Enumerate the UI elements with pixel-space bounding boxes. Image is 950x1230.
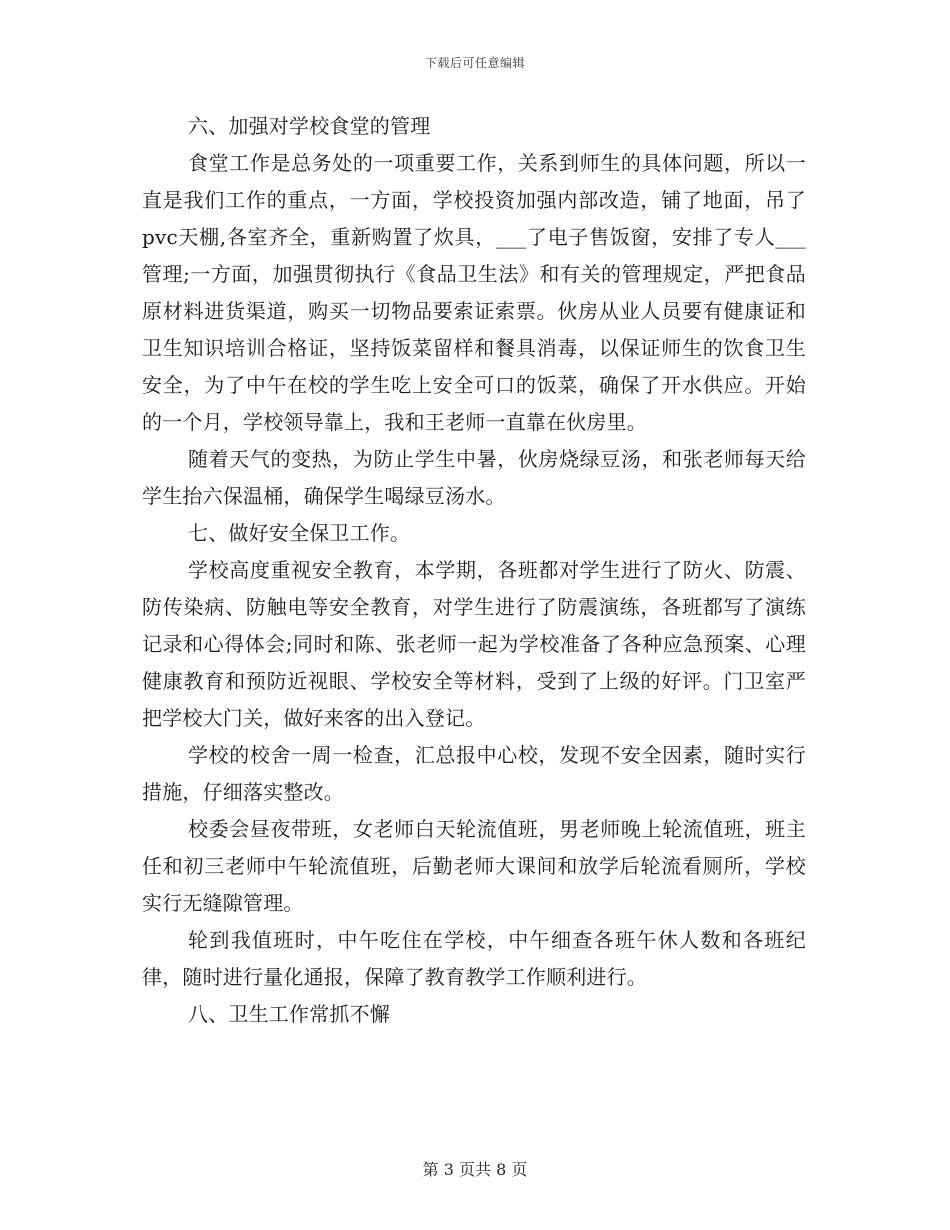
- paragraph-safety-education: 学校高度重视安全教育，本学期，各班都对学生进行了防火、防震、防传染病、防触电等安全教育，对学生进行了防震演练，各班都写了演练记录和心得体会;同时和陈、张老师一起为学校准备了各种应急预案、心理健康教育和预防近视眼、学校安全等材料，受到了上级的好评。门卫室严把学校大门关，做好来客的出入登记。: [142, 558, 806, 730]
- paragraph-duty-shifts: 校委会昼夜带班，女老师白天轮流值班，男老师晚上轮流值班，班主任和初三老师中午轮流值班，后勤老师大课间和放学后轮流看厕所，学校实行无缝隙管理。: [142, 817, 806, 915]
- paragraph-mung-bean-soup: 随着天气的变热，为防止学生中暑，伙房烧绿豆汤，和张老师每天给学生抬六保温桶，确保学生喝绿豆汤水。: [142, 447, 806, 508]
- section-heading-safety: 七、做好安全保卫工作。: [188, 521, 411, 545]
- paragraph-canteen-work: 食堂工作是总务处的一项重要工作，关系到师生的具体问题，所以一直是我们工作的重点，一方面，学校投资加强内部改造，铺了地面，吊了pvc天棚,各室齐全，重新购置了炊具，___了电子售饭窗，安排了专人___管理;一方面，加强贯彻执行《食品卫生法》和有关的管理规定，严把食品原材料进货渠道，购买一切物品要索证索票。伙房从业人员要有健康证和卫生知识培训合格证，坚持饭菜留样和餐具消毒，以保证师生的饮食卫生安全，为了中午在校的学生吃上安全可口的饭菜，确保了开水供应。开始的一个月，学校领导靠上，我和王老师一直靠在伙房里。: [142, 151, 806, 434]
- paragraph-building-inspection: 学校的校舍一周一检查，汇总报中心校，发现不安全因素，随时实行措施，仔细落实整改。: [142, 743, 806, 804]
- document-body: [142, 108, 806, 1033]
- paragraph-my-duty: 轮到我值班时，中午吃住在学校，中午细查各班午休人数和各班纪律，随时进行量化通报，保障了教育教学工作顺利进行。: [142, 928, 806, 989]
- section-heading-hygiene: 八、卫生工作常抓不懈: [188, 1002, 390, 1026]
- page-footer: 第 3 页共 8 页: [422, 1160, 528, 1179]
- section-heading-canteen: 六、加强对学校食堂的管理: [188, 114, 431, 138]
- page-header: 下载后可任意编辑: [424, 56, 525, 70]
